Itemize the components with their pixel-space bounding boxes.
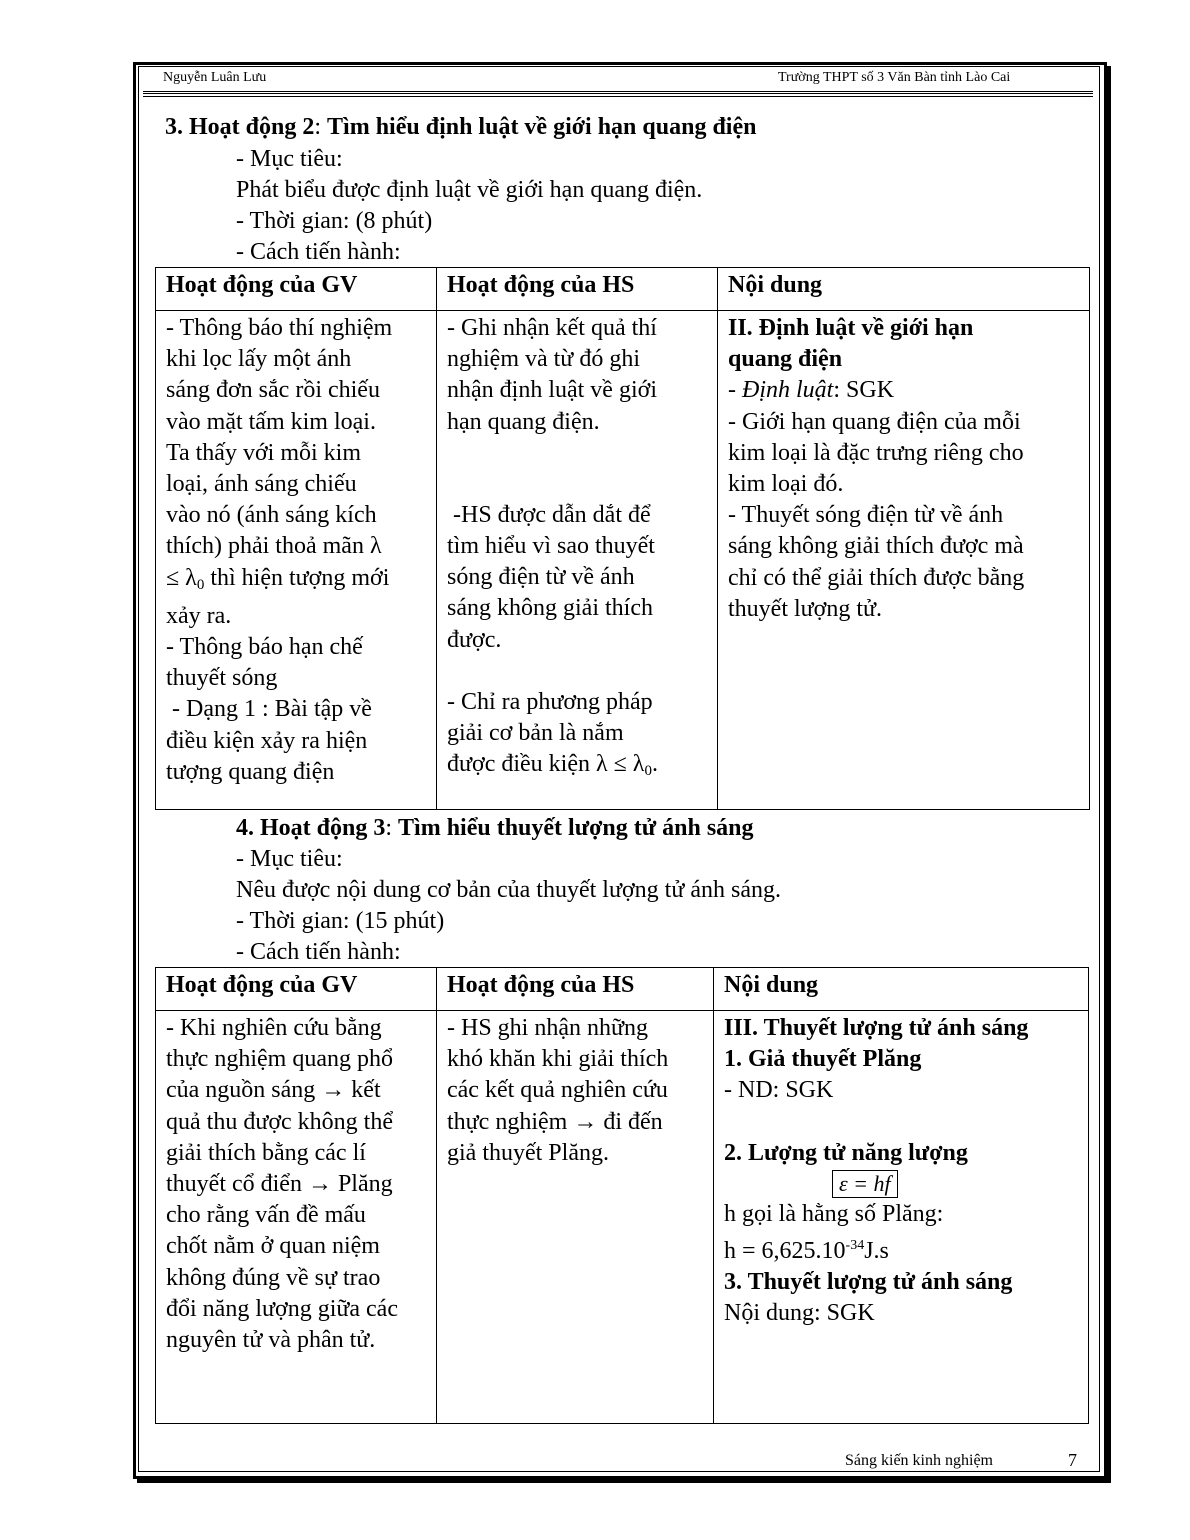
header-rule — [143, 91, 1093, 97]
section3-nd-cell: II. Định luật về giới hạn quang điện - Định luật: SGK - Giới hạn quang điện của mỗi kim loại là đặc trưng riêng cho kim loại đó. - Thuyết sóng điện từ về ánh sáng không giải thích được mà chỉ có thể giải thích được bằng thuyết lượng tử. — [718, 311, 1090, 810]
footer-label: Sáng kiến kinh nghiệm — [845, 1452, 993, 1469]
section3-hs-cell: - Ghi nhận kết quả thí nghiệm và từ đó ghi nhận định luật về giới hạn quang điện. -HS được dẫn dắt để tìm hiểu vì sao thuyết sóng điện từ về ánh sáng không giải thích được. - Chỉ ra phương pháp giải cơ bản là nắm được điều kiện $\lambda \le \lambda_0$. — [437, 311, 718, 810]
header-school: Trường THPT số 3 Văn Bàn tỉnh Lào Cai — [778, 70, 1011, 85]
section4-hs-cell: - HS ghi nhận những khó khăn khi giải thích các kết quả nghiên cứu thực nghiệm → đi đến giả thuyết Plăng. — [437, 1011, 714, 1424]
section3-method: - Cách tiến hành: — [236, 239, 401, 265]
section3-time: - Thời gian: (8 phút) — [236, 208, 433, 234]
section4-goal-label: - Mục tiêu: — [236, 846, 343, 872]
section3-col-hs: Hoạt động của HS — [437, 268, 718, 311]
page-number: 7 — [1068, 1450, 1077, 1470]
section3-title: 3. Hoạt động 2: Tìm hiểu định luật về giới hạn quang điện — [165, 114, 757, 140]
section4-table — [155, 967, 1089, 1424]
section3-goal-text: Phát biểu được định luật về giới hạn quang điện. — [236, 177, 703, 203]
section4-col-hs: Hoạt động của HS — [437, 968, 714, 1011]
header-author: Nguyễn Luân Lưu — [163, 70, 267, 85]
section3-col-gv: Hoạt động của GV — [156, 268, 437, 311]
formula-epsilon-hf: ε = hf — [832, 1170, 898, 1198]
section4-method: - Cách tiến hành: — [236, 939, 401, 965]
section4-col-gv: Hoạt động của GV — [156, 968, 437, 1011]
section3-gv-cell: - Thông báo thí nghiệm khi lọc lấy một ánh sáng đơn sắc rồi chiếu vào mặt tấm kim loại. Ta thấy với mỗi kim loại, ánh sáng chiếu vào nó (ánh sáng kích thích) phải thoả mãn λ ≤ $\lambda_0$ thì hiện tượng mới xảy ra. - Thông báo hạn chế thuyết sóng - Dạng 1 : Bài tập về điều kiện xảy ra hiện tượng quang điện — [156, 311, 437, 810]
section3-table — [155, 267, 1090, 810]
section4-goal-text: Nêu được nội dung cơ bản của thuyết lượng tử ánh sáng. — [236, 877, 781, 903]
section4-gv-cell: - Khi nghiên cứu bằng thực nghiệm quang phổ của nguồn sáng → kết quả thu được không thể giải thích bằng các lí thuyết cổ điển → Plăng cho rằng vấn đề mấu chốt nằm ở quan niệm không đúng về sự trao đổi năng lượng giữa các nguyên tử và phân tử. — [156, 1011, 437, 1424]
section3-goal-label: - Mục tiêu: — [236, 146, 343, 172]
section4-title: 4. Hoạt động 3: Tìm hiểu thuyết lượng tử ánh sáng — [236, 815, 754, 841]
section4-time: - Thời gian: (15 phút) — [236, 908, 445, 934]
section3-col-nd: Nội dung — [718, 268, 1090, 311]
section4-nd-cell: III. Thuyết lượng tử ánh sáng 1. Giả thuyết Plăng - ND: SGK 2. Lượng tử năng lượng ε = hf h gọi là hằng số Plăng: $h = 6,625.10^{-34}J.s$ 3. Thuyết lượng tử ánh sáng Nội dung: SGK — [714, 1011, 1089, 1424]
section4-col-nd: Nội dung — [714, 968, 1089, 1011]
